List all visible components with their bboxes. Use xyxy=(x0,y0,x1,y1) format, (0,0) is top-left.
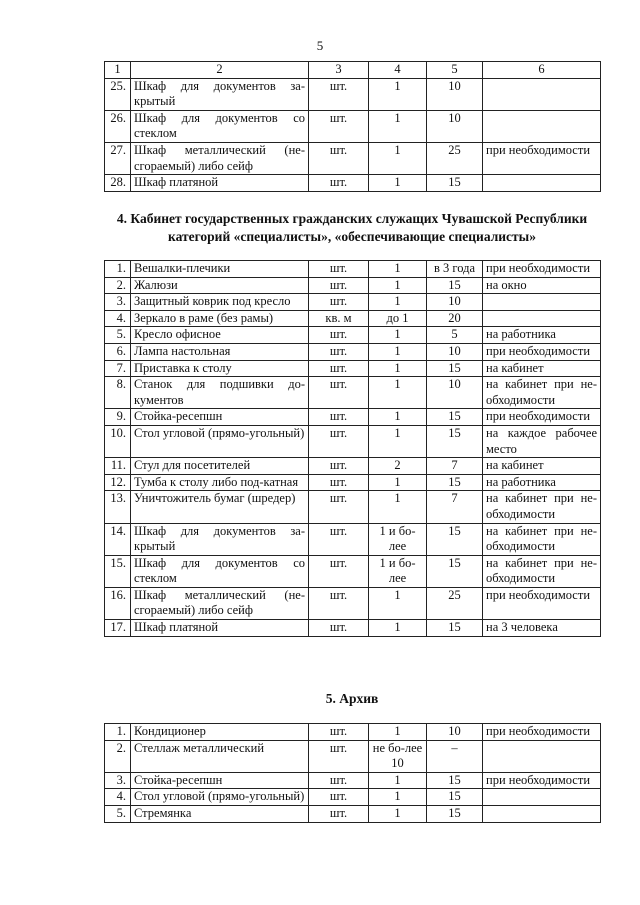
quantity-cell: 1 xyxy=(369,261,427,278)
header-cell: 1 xyxy=(105,62,131,79)
unit-cell: шт. xyxy=(309,740,369,772)
row-number-cell: 13. xyxy=(105,491,131,523)
header-cell: 2 xyxy=(131,62,309,79)
quantity-cell: 1 xyxy=(369,360,427,377)
row-number-cell: 11. xyxy=(105,458,131,475)
row-number-cell: 5. xyxy=(105,327,131,344)
quantity-cell: 1 xyxy=(369,587,427,619)
row-number-cell: 25. xyxy=(105,78,131,110)
note-cell: на 3 человека xyxy=(483,620,601,637)
quantity-cell: 1 xyxy=(369,620,427,637)
unit-cell: шт. xyxy=(309,142,369,174)
quantity-cell: 1 xyxy=(369,772,427,789)
unit-cell: шт. xyxy=(309,175,369,192)
archive-table xyxy=(104,723,601,823)
note-cell: на кабинет при не-обходимости xyxy=(483,377,601,409)
note-cell xyxy=(483,175,601,192)
table-row xyxy=(105,474,601,491)
item-name-cell: Кондиционер xyxy=(131,724,309,741)
service-life-cell: 7 xyxy=(427,491,483,523)
quantity-cell: 1 xyxy=(369,343,427,360)
furniture-table-continued xyxy=(104,61,601,192)
service-life-cell: 15 xyxy=(427,805,483,822)
table-row xyxy=(105,327,601,344)
note-cell xyxy=(483,310,601,327)
note-cell: при необходимости xyxy=(483,142,601,174)
row-number-cell: 28. xyxy=(105,175,131,192)
table-row xyxy=(105,78,601,110)
quantity-cell: 1 xyxy=(369,724,427,741)
service-life-cell: 20 xyxy=(427,310,483,327)
unit-cell: шт. xyxy=(309,425,369,457)
note-cell: на кабинет xyxy=(483,360,601,377)
section-5-title: 5. Архив xyxy=(325,691,379,706)
row-number-cell: 5. xyxy=(105,805,131,822)
item-name-cell: Стеллаж металлический xyxy=(131,740,309,772)
quantity-cell: 1 и бо-лее xyxy=(369,555,427,587)
quantity-cell: 1 xyxy=(369,789,427,806)
unit-cell: шт. xyxy=(309,78,369,110)
row-number-cell: 1. xyxy=(105,724,131,741)
service-life-cell: 25 xyxy=(427,142,483,174)
item-name-cell: Уничтожитель бумаг (шредер) xyxy=(131,491,309,523)
quantity-cell: 1 xyxy=(369,277,427,294)
item-name-cell: Станок для подшивки до-кументов xyxy=(131,377,309,409)
table-row xyxy=(105,789,601,806)
table-row xyxy=(105,772,601,789)
unit-cell: шт. xyxy=(309,343,369,360)
unit-cell: кв. м xyxy=(309,310,369,327)
note-cell: на кабинет при не-обходимости xyxy=(483,491,601,523)
note-cell: при необходимости xyxy=(483,343,601,360)
quantity-cell: 1 xyxy=(369,175,427,192)
service-life-cell: 15 xyxy=(427,409,483,426)
row-number-cell: 9. xyxy=(105,409,131,426)
table-row xyxy=(105,491,601,523)
quantity-cell: 1 xyxy=(369,78,427,110)
section-4-title: 4. Кабинет государственных гражданских служащих Чувашской Республики категорий «специалисты», «обеспечивающие специалисты» xyxy=(116,211,588,244)
service-life-cell: 25 xyxy=(427,587,483,619)
unit-cell: шт. xyxy=(309,772,369,789)
row-number-cell: 26. xyxy=(105,110,131,142)
unit-cell: шт. xyxy=(309,409,369,426)
table-row xyxy=(105,587,601,619)
item-name-cell: Шкаф для документов за-крытый xyxy=(131,523,309,555)
note-cell xyxy=(483,294,601,311)
row-number-cell: 16. xyxy=(105,587,131,619)
item-name-cell: Шкаф для документов за-крытый xyxy=(131,78,309,110)
service-life-cell: 10 xyxy=(427,377,483,409)
item-name-cell: Шкаф платяной xyxy=(131,620,309,637)
unit-cell: шт. xyxy=(309,491,369,523)
item-name-cell: Стремянка xyxy=(131,805,309,822)
note-cell: при необходимости xyxy=(483,587,601,619)
note-cell xyxy=(483,740,601,772)
row-number-cell: 2. xyxy=(105,277,131,294)
row-number-cell: 4. xyxy=(105,310,131,327)
table-row xyxy=(105,294,601,311)
row-number-cell: 12. xyxy=(105,474,131,491)
service-life-cell: – xyxy=(427,740,483,772)
unit-cell: шт. xyxy=(309,474,369,491)
service-life-cell: 15 xyxy=(427,277,483,294)
service-life-cell: 15 xyxy=(427,772,483,789)
row-number-cell: 1. xyxy=(105,261,131,278)
row-number-cell: 7. xyxy=(105,360,131,377)
note-cell: при необходимости xyxy=(483,772,601,789)
table-row xyxy=(105,458,601,475)
row-number-cell: 2. xyxy=(105,740,131,772)
header-cell: 6 xyxy=(483,62,601,79)
unit-cell: шт. xyxy=(309,277,369,294)
service-life-cell: 15 xyxy=(427,474,483,491)
item-name-cell: Стол угловой (прямо-угольный) xyxy=(131,425,309,457)
quantity-cell: 1 xyxy=(369,425,427,457)
item-name-cell: Шкаф металлический (не-сгораемый) либо сейф xyxy=(131,587,309,619)
table-row xyxy=(105,555,601,587)
unit-cell: шт. xyxy=(309,261,369,278)
service-life-cell: 15 xyxy=(427,523,483,555)
specialists-office-table xyxy=(104,260,601,637)
note-cell: на кабинет при не-обходимости xyxy=(483,523,601,555)
note-cell: на кабинет при не-обходимости xyxy=(483,555,601,587)
row-number-cell: 3. xyxy=(105,294,131,311)
note-cell xyxy=(483,110,601,142)
row-number-cell: 17. xyxy=(105,620,131,637)
page-number: 5 xyxy=(316,38,324,53)
note-cell: на работника xyxy=(483,474,601,491)
item-name-cell: Жалюзи xyxy=(131,277,309,294)
quantity-cell: 1 xyxy=(369,491,427,523)
table-row xyxy=(105,523,601,555)
quantity-cell: 1 xyxy=(369,474,427,491)
item-name-cell: Кресло офисное xyxy=(131,327,309,344)
note-cell: на кабинет xyxy=(483,458,601,475)
service-life-cell: в 3 года xyxy=(427,261,483,278)
table-row xyxy=(105,261,601,278)
unit-cell: шт. xyxy=(309,555,369,587)
quantity-cell: 1 и бо-лее xyxy=(369,523,427,555)
unit-cell: шт. xyxy=(309,587,369,619)
service-life-cell: 15 xyxy=(427,555,483,587)
table-row xyxy=(105,360,601,377)
note-cell xyxy=(483,789,601,806)
item-name-cell: Стул для посетителей xyxy=(131,458,309,475)
unit-cell: шт. xyxy=(309,110,369,142)
item-name-cell: Тумба к столу либо под-катная xyxy=(131,474,309,491)
service-life-cell: 15 xyxy=(427,425,483,457)
header-cell: 4 xyxy=(369,62,427,79)
quantity-cell: 1 xyxy=(369,142,427,174)
quantity-cell: не бо-лее 10 xyxy=(369,740,427,772)
unit-cell: шт. xyxy=(309,360,369,377)
service-life-cell: 10 xyxy=(427,343,483,360)
quantity-cell: 1 xyxy=(369,110,427,142)
unit-cell: шт. xyxy=(309,724,369,741)
item-name-cell: Стойка-ресепшн xyxy=(131,772,309,789)
item-name-cell: Зеркало в раме (без рамы) xyxy=(131,310,309,327)
quantity-cell: 1 xyxy=(369,409,427,426)
row-number-cell: 3. xyxy=(105,772,131,789)
item-name-cell: Приставка к столу xyxy=(131,360,309,377)
quantity-cell: 1 xyxy=(369,805,427,822)
note-cell xyxy=(483,805,601,822)
service-life-cell: 10 xyxy=(427,110,483,142)
row-number-cell: 8. xyxy=(105,377,131,409)
table-row xyxy=(105,409,601,426)
service-life-cell: 5 xyxy=(427,327,483,344)
service-life-cell: 15 xyxy=(427,360,483,377)
note-cell: при необходимости xyxy=(483,261,601,278)
item-name-cell: Шкаф металлический (не-сгораемый) либо сейф xyxy=(131,142,309,174)
service-life-cell: 10 xyxy=(427,724,483,741)
unit-cell: шт. xyxy=(309,377,369,409)
item-name-cell: Защитный коврик под кресло xyxy=(131,294,309,311)
table-row xyxy=(105,175,601,192)
item-name-cell: Шкаф для документов со стеклом xyxy=(131,555,309,587)
row-number-cell: 4. xyxy=(105,789,131,806)
table-row xyxy=(105,620,601,637)
service-life-cell: 15 xyxy=(427,620,483,637)
item-name-cell: Шкаф для документов со стеклом xyxy=(131,110,309,142)
quantity-cell: до 1 xyxy=(369,310,427,327)
unit-cell: шт. xyxy=(309,805,369,822)
note-cell: при необходимости xyxy=(483,409,601,426)
table-row xyxy=(105,805,601,822)
note-cell xyxy=(483,78,601,110)
header-cell: 3 xyxy=(309,62,369,79)
table-row xyxy=(105,343,601,360)
table-row xyxy=(105,377,601,409)
row-number-cell: 27. xyxy=(105,142,131,174)
row-number-cell: 6. xyxy=(105,343,131,360)
table-row xyxy=(105,740,601,772)
note-cell: на окно xyxy=(483,277,601,294)
quantity-cell: 1 xyxy=(369,327,427,344)
table-row xyxy=(105,277,601,294)
unit-cell: шт. xyxy=(309,294,369,311)
table-row xyxy=(105,724,601,741)
unit-cell: шт. xyxy=(309,458,369,475)
item-name-cell: Лампа настольная xyxy=(131,343,309,360)
service-life-cell: 10 xyxy=(427,78,483,110)
quantity-cell: 2 xyxy=(369,458,427,475)
row-number-cell: 15. xyxy=(105,555,131,587)
item-name-cell: Вешалки-плечики xyxy=(131,261,309,278)
item-name-cell: Стойка-ресепшн xyxy=(131,409,309,426)
quantity-cell: 1 xyxy=(369,377,427,409)
table-row xyxy=(105,310,601,327)
note-cell: на каждое рабочее место xyxy=(483,425,601,457)
quantity-cell: 1 xyxy=(369,294,427,311)
unit-cell: шт. xyxy=(309,620,369,637)
table-row xyxy=(105,142,601,174)
service-life-cell: 10 xyxy=(427,294,483,311)
note-cell: на работника xyxy=(483,327,601,344)
table-row xyxy=(105,425,601,457)
table-header-row xyxy=(105,62,601,79)
unit-cell: шт. xyxy=(309,523,369,555)
header-cell: 5 xyxy=(427,62,483,79)
service-life-cell: 15 xyxy=(427,789,483,806)
row-number-cell: 14. xyxy=(105,523,131,555)
service-life-cell: 15 xyxy=(427,175,483,192)
table-row xyxy=(105,110,601,142)
note-cell: при необходимости xyxy=(483,724,601,741)
service-life-cell: 7 xyxy=(427,458,483,475)
unit-cell: шт. xyxy=(309,327,369,344)
item-name-cell: Шкаф платяной xyxy=(131,175,309,192)
row-number-cell: 10. xyxy=(105,425,131,457)
item-name-cell: Стол угловой (прямо-угольный) xyxy=(131,789,309,806)
unit-cell: шт. xyxy=(309,789,369,806)
